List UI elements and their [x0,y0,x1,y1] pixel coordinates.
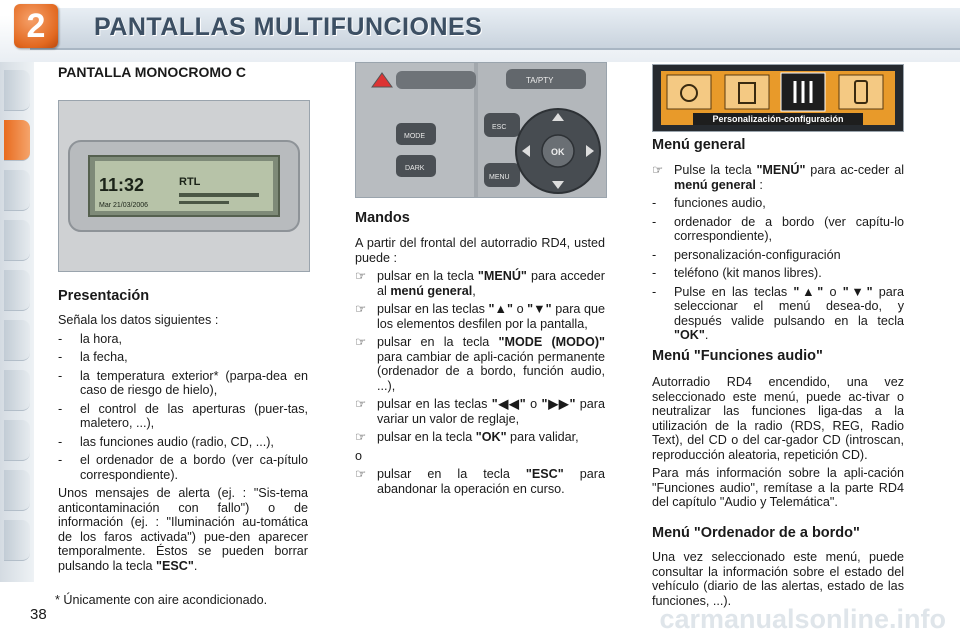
chapter-tab-10[interactable] [4,520,30,561]
chapter-tab-8[interactable] [4,420,30,461]
section-title-monocromo: PANTALLA MONOCROMO C [58,64,246,80]
ordenador-text [652,550,904,612]
mandos-list [355,236,605,500]
chapter-tab-1[interactable] [4,70,30,111]
chapter-tab-5[interactable] [4,270,30,311]
list-item: - funciones audio, [652,196,766,210]
svg-text:TA/PTY: TA/PTY [526,76,554,85]
list-item: - Pulse en las teclas "▲" o "▼" para seleccionar el menú desea-do, y después valide pulsando en la tecla "OK". [652,284,904,342]
display-date: Mar 21/03/2006 [99,202,149,209]
monochrome-display-photo [58,100,310,272]
list-item: - la fecha, [58,350,128,364]
list-item: - el control de las aperturas (puer-tas, maletero, ...), [58,401,308,430]
menu-screen-illustration [653,65,903,131]
chapter-tab-3[interactable] [4,170,30,211]
list-item: ☞ pulsar en la tecla "OK" para validar, [355,430,579,444]
chapter-tab-6[interactable] [4,320,30,361]
display-time: 11:32 [99,175,145,195]
page-number: 38 [30,606,47,623]
presentacion-list [58,313,308,573]
mandos-intro: A partir del frontal del autorradio RD4, usted puede : [355,236,605,265]
menu-general-list [652,163,904,347]
display-radio: RTL [179,176,201,188]
chapter-tab-4[interactable] [4,220,30,261]
funciones-audio-p1: Autorradio RD4 encendido, una vez seleccionado este menú, puede ac-tivar o neutralizar las funciones liga-das a la utilización de la radio (RDS, REG, Radio Text), del CD o del car-gador CD (introscan, reproducción aleatoria, repetición CD). [652,375,904,462]
list-item: ☞ pulsar en las teclas "◀◀" o "▶▶" para variar un valor de reglaje, [355,397,605,426]
heading-mandos: Mandos [355,210,410,226]
radio-controls-photo [355,62,607,198]
menu-banner-text: Personalización-configuración [712,114,844,124]
list-item: - ordenador de a bordo (ver capítu-lo correspondiente), [652,214,904,243]
radio-controls-illustration [356,63,606,197]
list-item: - el ordenador de a bordo (ver ca-pítulo correspondiente). [58,453,308,482]
heading-presentacion: Presentación [58,288,150,304]
svg-text:ESC: ESC [492,124,507,131]
list-item: - la temperatura exterior* (parpa-dea en caso de riesgo de hielo), [58,368,308,397]
list-item: ☞ pulsar en las teclas "▲" o "▼" para que los elementos desfilen por la pantalla, [355,302,605,331]
funciones-audio-p2: Para más información sobre la apli-cación "Funciones audio", remítase a la parte RD4 del capítulo "Audio y Telemática". [652,466,904,509]
footnote: * Únicamente con aire acondicionado. [55,593,268,607]
svg-text:MODE: MODE [404,133,425,140]
svg-text:OK: OK [551,147,565,157]
heading-menu-general: Menú general [652,137,746,153]
page-header [0,0,960,62]
chapter-tab-9[interactable] [4,470,30,511]
list-item: - las funciones audio (radio, CD, ...), [58,434,274,449]
heading-funciones-audio: Menú "Funciones audio" [652,348,823,364]
svg-text:MENU: MENU [489,174,510,181]
list-item: ☞ pulsar en la tecla "MENÚ" para acceder al menú general, [355,269,605,298]
list-item: - personalización-configuración [652,247,841,262]
list-item: - teléfono (kit manos libres). [652,266,822,280]
chapter-tab-2[interactable] [4,120,30,161]
chapter-number-badge: 2 [14,4,58,48]
chapter-tabs [0,62,34,582]
presentacion-paragraph: Unos mensajes de alerta (ej. : "Sis-tema anticontaminación con fallo") o de información (ej. : "Iluminación au-tomática de los faros activada") pue-den aparecer temporalmente. Éstos se pueden borrar pulsando la tecla "ESC". [58,486,308,573]
mandos-or: o [355,448,363,463]
heading-ordenador: Menú "Ordenador de a bordo" [652,525,860,541]
svg-text:DARK: DARK [405,165,425,172]
ordenador-p1: Una vez seleccionado este menú, puede consultar la información sobre el estado del vehículo (diario de las alertas, estado de las funciones, ...). [652,550,904,608]
chapter-tab-7[interactable] [4,370,30,411]
dashboard-display-illustration [59,101,309,271]
menu-screen-photo [652,64,904,132]
watermark: carmanualsonline.info [659,604,946,634]
page-title: PANTALLAS MULTIFUNCIONES [94,13,483,41]
funciones-audio-text [652,375,904,514]
presentacion-intro: Señala los datos siguientes : [58,313,219,327]
list-item: ☞ pulsar en la tecla "ESC" para abandonar la operación en curso. [355,467,605,496]
list-item: - la hora, [58,331,123,346]
list-item: ☞ Pulse la tecla "MENÚ" para ac-ceder al menú general : [652,163,904,192]
list-item: ☞ pulsar en la tecla "MODE (MODO)" para cambiar de apli-cación permanente (ordenador de a bordo, función audio, ...), [355,335,605,393]
